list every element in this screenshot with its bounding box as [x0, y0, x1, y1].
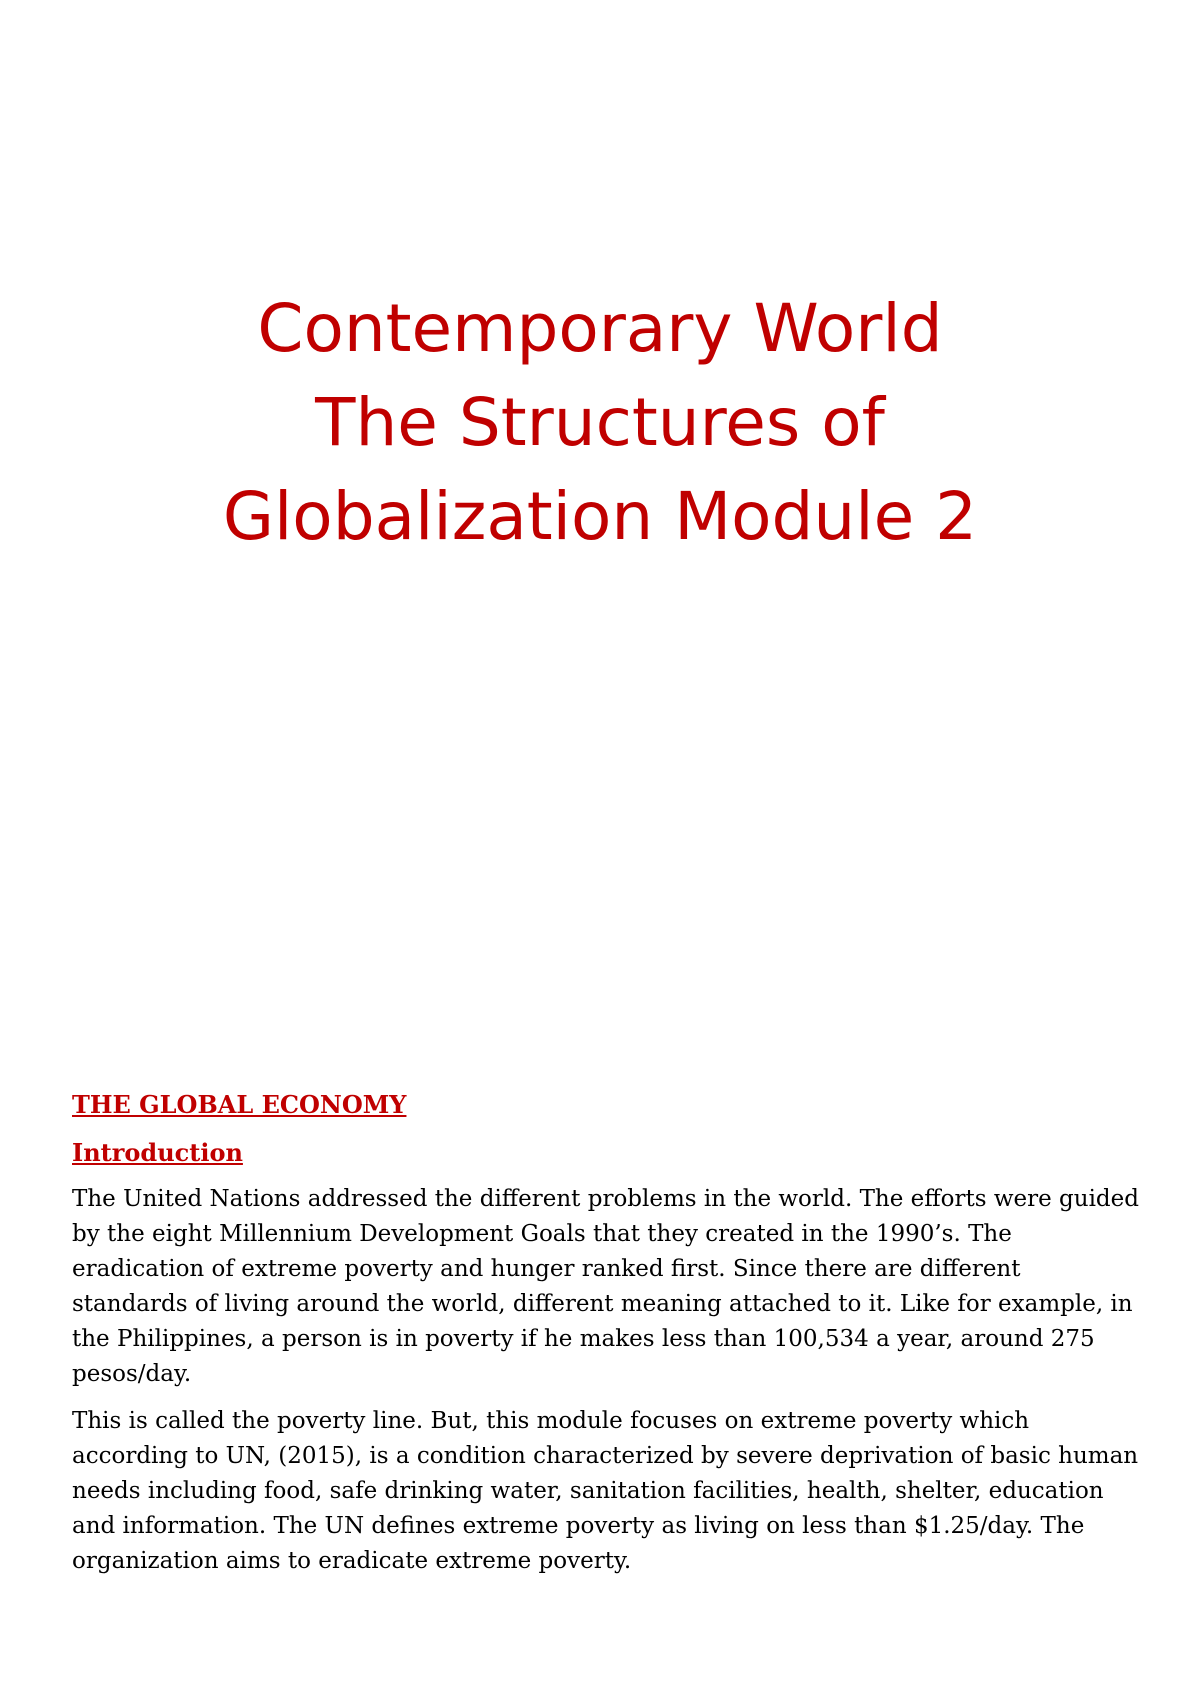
introduction-heading: Introduction — [72, 1138, 243, 1167]
paragraph-1: The United Nations addressed the different problems in the world. The efforts were guided by the eight Millennium Development Goals that they created in the 1990’s. The eradication of extreme poverty and hunger ranked first. Since there are different standards of living around the world, different meaning attached to it. Like for example, in the Philippines, a person is in poverty if he makes less than 100,534 a year, around 275 pesos/day. — [72, 1186, 1139, 1387]
title-line-2: The Structures of — [315, 384, 885, 461]
title-line-3: Globalization Module 2 — [222, 478, 978, 555]
section-heading: THE GLOBAL ECONOMY — [72, 1090, 407, 1119]
document-title — [0, 282, 1200, 564]
title-line-1: Contemporary World — [257, 290, 943, 367]
document-body — [72, 1088, 1142, 1591]
paragraph-2: This is called the poverty line. But, this module focuses on extreme poverty which according to UN, (2015), is a condition characterized by severe deprivation of basic human needs including food, safe drinking water, sanitation facilities, health, shelter, education and information. The UN defines extreme poverty as living on less than $1.25/day. The organization aims to eradicate extreme poverty. — [72, 1408, 1139, 1574]
